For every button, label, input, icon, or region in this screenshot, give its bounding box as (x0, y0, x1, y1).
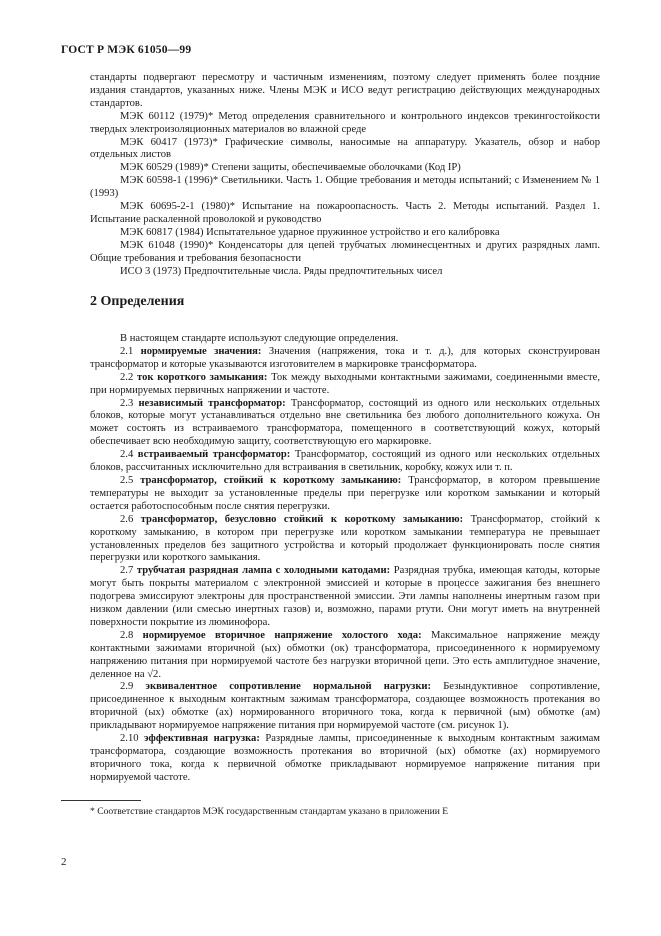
definition-term: трансформатор, стойкий к короткому замыканию: (140, 474, 402, 486)
definition-2-8 (90, 630, 600, 682)
section-title: 2 Определения (90, 294, 185, 309)
definition-2-6 (90, 514, 600, 566)
definition-text: Безындуктивное сопротивление, присоединенное к выходным контактным зажимам трансформатора, создающее возможность протекания во вторичной (ых) обмотке (ах) нормированного вторичного тока, когда к первичной (ым) обмотке (ам) прикладывают нормируемое напряжение питания при нормируемой частоте (см. рисунок 1). (90, 681, 600, 732)
definition-2-4 (90, 449, 600, 475)
definition-2-7 (90, 565, 600, 630)
page-number: 2 (61, 856, 67, 868)
definition-term: эквивалентное сопротивление нормальной нагрузки: (145, 681, 432, 693)
definition-2-3 (90, 398, 600, 450)
definition-term: встраиваемый трансформатор: (137, 449, 291, 461)
definition-term: трубчатая разрядная лампа с холодными катодами: (136, 565, 391, 577)
definition-2-2 (90, 372, 600, 398)
definition-2-1 (90, 346, 600, 372)
intro-paragraph: стандарты подвергают пересмотру и частичным изменениям, поэтому следует применять более поздние издания стандартов, указанных ниже. Члены МЭК и ИСО ведут регистрацию действующих международных стандартов. (90, 72, 600, 109)
definition-term: нормируемое вторичное напряжение холостого хода: (142, 629, 422, 641)
definition-number: 2.4 (120, 449, 134, 461)
definition-text: Разрядные лампы, присоединенные к выходным контактным зажимам трансформатора, создающие возможность протекания во вторичной (ых) обмотке (ах) нормируемого вторичного тока, когда к первичной обмотке прикладывают нормируемое напряжение питания при нормируемой частоте. (90, 733, 600, 783)
reference-item: МЭК 60598-1 (1996)* Светильники. Часть 1. Общие требования и методы испытаний; с Изменением № 1 (1993) (90, 175, 600, 200)
definition-number: 2.8 (120, 629, 134, 641)
reference-item: МЭК 60112 (1979)* Метод определения сравнительного и контрольного индексов трекингостойкости твердых электроизоляционных материалов во влажной среде (90, 110, 600, 135)
definition-term: независимый трансформатор: (138, 397, 286, 409)
definition-text: Ток между выходными контактными зажимами, соединенными вместе, при нормируемых первичных напряжении и частоте. (90, 371, 600, 396)
document-header: ГОСТ Р МЭК 61050—99 (61, 44, 192, 56)
definition-text: Трансформатор, стойкий к короткому замыканию, в котором при перегрузке или коротком замыкании температура не превышает установленных пределов без защитного устройства и который продолжает функционировать после снятия перегрузки или короткого замыкания. (90, 513, 600, 564)
definition-2-5 (90, 475, 600, 514)
definition-2-9 (90, 681, 600, 733)
reference-item: МЭК 61048 (1990)* Конденсаторы для цепей трубчатых люминесцентных и других разрядных ламп. Общие требования и требования безопасности (90, 239, 600, 264)
definition-text: Трансформатор, состоящий из одного или нескольких отдельных блоков, рассчитанных исключительно для встраивания в светильник, коробку, кожух или т. п. (90, 449, 601, 474)
definition-term: ток короткого замыкания: (137, 371, 268, 383)
definition-text: Значения (напряжения, тока и т. д.), для которых сконструирован трансформатор и которые указываются изготовителем в маркировке трансформатора. (90, 345, 600, 370)
definition-term: нормируемые значения: (140, 345, 262, 357)
definition-number: 2.7 (120, 565, 134, 577)
definition-number: 2.2 (120, 371, 134, 383)
reference-item: МЭК 60817 (1984) Испытательное ударное пружинное устройство и его калибровка (120, 226, 500, 238)
reference-item: ИСО 3 (1973) Предпочтительные числа. Ряды предпочтительных чисел (120, 265, 443, 277)
definitions-intro: В настоящем стандарте используют следующие определения. (120, 333, 399, 344)
definition-number: 2.3 (120, 397, 134, 409)
definition-text: Трансформатор, состоящий из одного или нескольких отдельных блоков, которые могут устанавливаться отдельно вне светильника без любого дополнительного кожуха. Он может состоять из встраиваемого трансформатора, помещенного в соответствующий кожух, который обеспечивает всю необходимую защиту, соответствующую его маркировке. (90, 397, 601, 448)
reference-item: МЭК 60417 (1973)* Графические символы, наносимые на аппаратуру. Указатель, обзор и набор отдельных листов (90, 136, 600, 161)
definition-number: 2.5 (120, 474, 134, 486)
definition-number: 2.6 (120, 513, 134, 525)
definition-number: 2.10 (120, 733, 139, 745)
definition-text: Максимальное напряжение между контактными зажимами вторичной (ых) обмотки (ок) трансформатора, присоединенного к нормируемому напряжению питания при нормируемой частоте без нагрузки вторичной цепи. Это есть амплитудное значение, деленное на √2. (90, 629, 600, 680)
definition-number: 2.1 (120, 345, 134, 357)
definition-text: Трансформатор, в котором превышение температуры не выходит за установленные пределы при перегрузке или коротком замыкании и который остается работоспособным после снятия перегрузки. (90, 474, 600, 512)
definition-term: трансформатор, безусловно стойкий к короткому замыканию: (140, 513, 464, 525)
definition-number: 2.9 (120, 681, 134, 693)
definition-term: эффективная нагрузка: (144, 733, 260, 745)
definition-text: Разрядная трубка, имеющая катоды, которые могут быть покрыты материалом с электронной эмиссией и которые в процессе зажигания без внешнего подогрева эмиссируют электроны для пространственной эмиссии. Эти лампы наполнены инертным газом при низком давлении (или смесью инертных газов) и, возможно, парами ртути. Они могут иметь на внутренней поверхности покрытие из люминофора. (90, 565, 601, 628)
footnote-divider (61, 800, 141, 801)
references-block (90, 72, 600, 279)
definition-2-10 (90, 733, 600, 785)
reference-item: МЭК 60529 (1989)* Степени защиты, обеспечиваемые оболочками (Код IP) (120, 162, 461, 174)
reference-item: МЭК 60695-2-1 (1980)* Испытание на пожароопасность. Часть 2. Методы испытаний. Раздел 1. Испытание раскаленной проволокой и руководство (90, 201, 600, 225)
footnote: * Соответствие стандартов МЭК государственным стандартам указано в приложении Е (90, 806, 449, 817)
definitions-block (90, 333, 600, 785)
